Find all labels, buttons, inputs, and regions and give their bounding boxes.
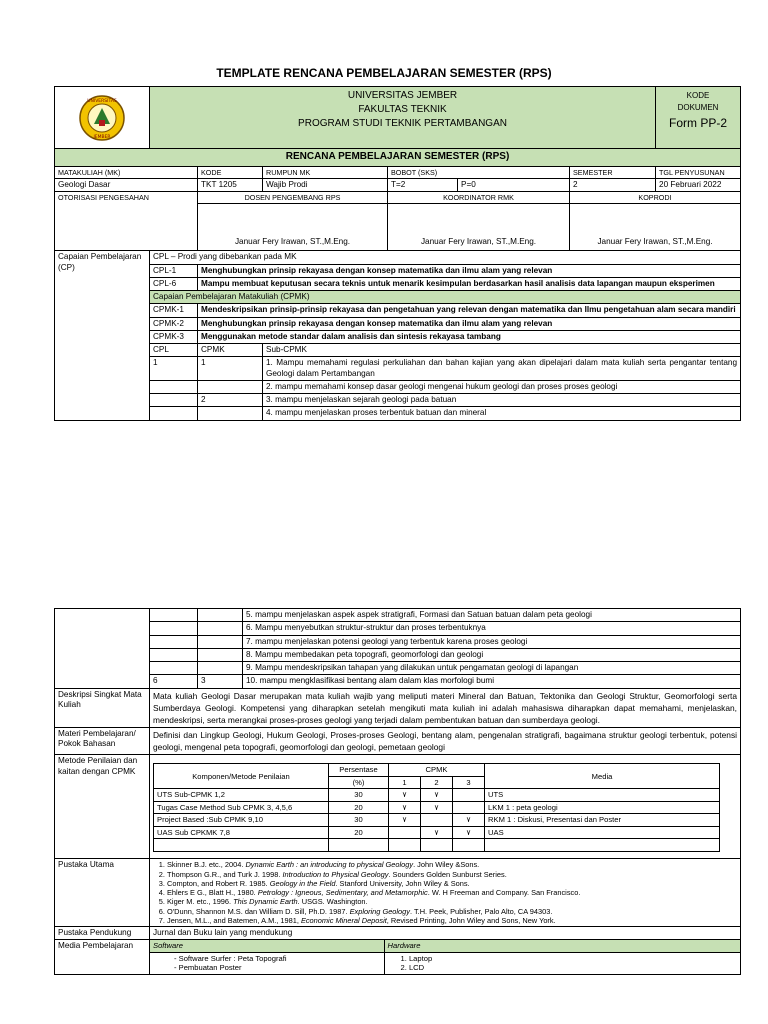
sub-cpmk [198, 635, 243, 648]
sub-cpmk: 2 [198, 394, 263, 407]
check-mark: ٧ [453, 814, 485, 826]
hdr-cpmk-3: 3 [453, 776, 485, 788]
sub-cpl [150, 380, 198, 393]
check-mark: ٧ [421, 801, 453, 813]
check-mark [421, 814, 453, 826]
hdr-cpmk-2: 2 [421, 776, 453, 788]
rps-table-page1 [54, 86, 741, 421]
hdr-matakuliah: MATAKULIAH (MK) [55, 167, 198, 179]
sub-cpmk-text: 7. mampu menjelaskan potensi geologi yang terbentuk karena proses geologi [243, 635, 741, 648]
reference-item: 5. Kiger M. etc., 1996. This Dynamic Earth. USGS. Washington. [167, 897, 737, 906]
sub-cpmk [198, 662, 243, 675]
media-table [150, 940, 740, 973]
svg-text:JEMBER: JEMBER [93, 135, 111, 140]
cpl-text: Menghubungkan prinsip rekayasa dengan konsep matematika dan ilmu alam yang relevan [198, 264, 741, 277]
cpmk-text: Menggunakan metode standar dalam analisis dan sintesis rekayasa tambang [198, 330, 741, 343]
metode-cell [150, 755, 741, 859]
table-row [154, 801, 720, 813]
pustaka-pendukung-label: Pustaka Pendukung [55, 927, 150, 940]
val-bobot-p: P=0 [458, 179, 570, 192]
komponen: UAS Sub CPKMK 7,8 [154, 826, 329, 838]
sub-cpmk-text: 10. mampu mengklasifikasi bentang alam dalam klas morfologi bumi [243, 675, 741, 688]
reference-item: 4. Ehlers E G., Blatt H., 1980. Petrology : Igneous, Sedimentary, and Metamorphic. W. H Freeman and Company. San Francisco. [167, 888, 737, 897]
val-tgl: 20 Februari 2022 [656, 179, 741, 192]
komponen: Tugas Case Method Sub CPMK 3, 4,5,6 [154, 801, 329, 813]
cpl-code: CPL-1 [150, 264, 198, 277]
media: UTS [485, 789, 720, 801]
cpl-header: CPL – Prodi yang dibebankan pada MK [150, 251, 741, 264]
hardware-list: 1. Laptop 2. LCD [384, 952, 740, 973]
university-logo-icon [64, 94, 140, 142]
sub-cpmk [198, 622, 243, 635]
cpl-code: CPL-6 [150, 277, 198, 290]
koordinator-name: Januar Fery Irawan, ST.,M.Eng. [388, 204, 570, 251]
komponen: Project Based :Sub CPMK 9,10 [154, 814, 329, 826]
persen: 20 [329, 801, 389, 813]
val-semester: 2 [570, 179, 656, 192]
sub-cpmk-text: 8. Mampu membedakan peta topografi, geomorfologi dan geologi [243, 648, 741, 661]
university-header: UNIVERSITAS JEMBER FAKULTAS TEKNIK PROGRAM STUDI TEKNIK PERTAMBANGAN [150, 87, 656, 149]
sub-cpmk: 1 [198, 357, 263, 381]
software-label: Software [150, 940, 384, 952]
materi-text: Definisi dan Lingkup Geologi, Hukum Geologi, Proses-proses Geologi, bentang alam, pengenalan stratigrafi, bagaimana struktur geologi terbentuk, potensi geologi, mengenal peta topografi, geomorfologi dan geologi, pemetaan geologi [150, 728, 741, 755]
cpmk-text: Menghubungkan prinsip rekayasa dengan konsep matematika dan ilmu alam yang relevan [198, 317, 741, 330]
hdr-cpmk-1: 1 [389, 776, 421, 788]
sub-cpl [150, 662, 198, 675]
cpmk-code: CPMK-2 [150, 317, 198, 330]
cpmk-text: Mendeskripsikan prinsip-prinsip rekayasa dan pengetahuan yang relevan dengan matematika dan Ilmu pengetahuan alam secara mandiri [198, 304, 741, 317]
check-mark: ٧ [389, 814, 421, 826]
hdr-cpmk: CPMK [389, 764, 485, 776]
cpl-text: Mampu membuat keputusan secara teknis untuk menarik kesimpulan berdasarkan hasil analisis data lapangan maupun eksperimen [198, 277, 741, 290]
sub-cpmk-text: 4. mampu menjelaskan proses terbentuk batuan dan mineral [263, 407, 741, 420]
dosen-name: Januar Fery Irawan, ST.,M.Eng. [198, 204, 388, 251]
sub-cpmk-text: 3. mampu menjelaskan sejarah geologi pada batuan [263, 394, 741, 407]
val-kode: TKT 1205 [198, 179, 263, 192]
sub-cpl [150, 394, 198, 407]
check-mark: ٧ [421, 789, 453, 801]
sub-cpmk-text: 9. Mampu mendeskripsikan tahapan yang dilakukan untuk pengamatan geologi di lapangan [243, 662, 741, 675]
svg-text:UNIVERSITAS: UNIVERSITAS [87, 99, 117, 104]
reference-item: 7. Jensen, M.L., and Batemen, A.M., 1981, Economic Mineral Deposit, Revised Printing, John Wiley and Sons, New York. [167, 916, 737, 925]
rps-table-page2 [54, 608, 741, 975]
kode-dokumen: KODE DOKUMEN Form PP-2 [656, 87, 741, 149]
sub-cpl: 1 [150, 357, 198, 381]
deskripsi-label: Deskripsi Singkat Mata Kuliah [55, 688, 150, 728]
hardware-label: Hardware [384, 940, 740, 952]
hdr-media: Media [485, 764, 720, 789]
sub-cpmk [198, 380, 263, 393]
pustaka-utama-list [150, 859, 741, 927]
sub-cpl [150, 609, 198, 622]
media-cell [150, 940, 741, 974]
sub-hdr-cpmk: CPMK [198, 344, 263, 357]
check-mark [453, 789, 485, 801]
media: RKM 1 : Diskusi, Presentasi dan Poster [485, 814, 720, 826]
sub-cpl [150, 407, 198, 420]
table-row [154, 826, 720, 838]
cp-label: Capaian Pembelajaran (CP) [55, 251, 150, 420]
sub-cpl: 6 [150, 675, 198, 688]
sub-hdr-cpl: CPL [150, 344, 198, 357]
table-row [154, 814, 720, 826]
check-mark: ٧ [453, 826, 485, 838]
hdr-komponen: Komponen/Metode Penilaian [154, 764, 329, 789]
dosen-label: DOSEN PENGEMBANG RPS [198, 192, 388, 204]
pustaka-utama-label: Pustaka Utama [55, 859, 150, 927]
hdr-tgl: TGL PENYUSUNAN [656, 167, 741, 179]
kaprodi-name: Januar Fery Irawan, ST.,M.Eng. [570, 204, 741, 251]
metode-label: Metode Penilaian dan kaitan dengan CPMK [55, 755, 150, 859]
page-title: TEMPLATE RENCANA PEMBELAJARAN SEMESTER (RPS) [216, 66, 552, 80]
materi-label: Materi Pembelajaran/ Pokok Bahasan [55, 728, 150, 755]
koordinator-label: KOORDINATOR RMK [388, 192, 570, 204]
check-mark [389, 826, 421, 838]
check-mark [453, 801, 485, 813]
reference-item: 3. Compton, and Robert R. 1985. Geology in the Field. Stanford University, John Wiley & Sons. [167, 879, 737, 888]
check-mark: ٧ [421, 826, 453, 838]
media: UAS [485, 826, 720, 838]
sub-cpl [150, 648, 198, 661]
rps-title: RENCANA PEMBELAJARAN SEMESTER (RPS) [55, 149, 741, 167]
check-mark: ٧ [389, 801, 421, 813]
val-rumpun: Wajib Prodi [263, 179, 388, 192]
reference-item: 2. Thompson G.R., and Turk J. 1998. Introduction to Physical Geology. Sounders Golden Sunburst Series. [167, 870, 737, 879]
media: LKM 1 : peta geologi [485, 801, 720, 813]
val-bobot-t: T=2 [388, 179, 458, 192]
hdr-semester: SEMESTER [570, 167, 656, 179]
sub-cpl [150, 622, 198, 635]
persen: 30 [329, 789, 389, 801]
table-row [154, 789, 720, 801]
hdr-rumpun: RUMPUN MK [263, 167, 388, 179]
check-mark: ٧ [389, 789, 421, 801]
pustaka-pendukung-text: Jurnal dan Buku lain yang mendukung [150, 927, 741, 940]
persen: 20 [329, 826, 389, 838]
cpmk-code: CPMK-3 [150, 330, 198, 343]
kaprodi-label: KOPRODI [570, 192, 741, 204]
deskripsi-text: Mata kuliah Geologi Dasar merupakan mata kuliah wajib yang meliputi materi Mineral dan Batuan, Tektonika dan Geologi Struktur, Geomorfologi serta Sumberdaya Geologi. Kompetensi yang diharapkan setelah mengikuti mata kuliah ini adalah mahasiswa diharapkan dapat memahami, menjelaskan, mendeskripsi, serta merangkai proses-proses geologi yang terjadi dalam pembentukan batuan dan sumberdaya geologi. [150, 688, 741, 728]
media-label: Media Pembelajaran [55, 940, 150, 974]
persen: 30 [329, 814, 389, 826]
hdr-persen-unit: (%) [329, 776, 389, 788]
software-list: - Software Surfer : Peta Topografi - Pembuatan Poster [150, 952, 384, 973]
sub-cpmk-text: 5. mampu menjelaskan aspek aspek stratigrafi, Formasi dan Satuan batuan dalam peta geologi [243, 609, 741, 622]
metode-table [153, 763, 720, 852]
sub-cpl [150, 635, 198, 648]
val-matakuliah: Geologi Dasar [55, 179, 198, 192]
otorisasi-label: OTORISASI PENGESAHAN [55, 192, 198, 251]
sub-cpmk-text: 2. mampu memahami konsep dasar geologi mengenai hukum geologi dan proses proses geologi [263, 380, 741, 393]
sub-cpmk [198, 407, 263, 420]
cpmk-header: Capaian Pembelajaran Matakuliah (CPMK) [150, 291, 741, 304]
hdr-persentase: Persentase [329, 764, 389, 776]
sub-hdr-subcpmk: Sub-CPMK [263, 344, 741, 357]
sub-cpmk [198, 609, 243, 622]
komponen: UTS Sub-CPMK 1,2 [154, 789, 329, 801]
sub-cpmk-text: 1. Mampu memahami regulasi perkuliahan dan bahan kajian yang akan dipelajari dalam mata kuliah serta pengantar tentang Geologi dalam Pertambangan [263, 357, 741, 381]
reference-item: 1. Skinner B.J. etc., 2004. Dynamic Earth : an introducing to physical Geology. John Wiley &Sons. [167, 860, 737, 869]
sub-cpmk: 3 [198, 675, 243, 688]
hdr-kode: KODE [198, 167, 263, 179]
sub-cpmk-text: 6. Mampu menyebutkan struktur-struktur dan proses terbentuknya [243, 622, 741, 635]
hdr-bobot: BOBOT (SKS) [388, 167, 570, 179]
reference-item: 6. O'Dunn, Shannon M.S. dan William D. Sill, Ph.D. 1987. Exploring Geology. T.H. Peek, Publisher, Palo Alto, CA 94303. [167, 907, 737, 916]
cpmk-code: CPMK-1 [150, 304, 198, 317]
logo-cell [55, 87, 150, 149]
sub-cpmk [198, 648, 243, 661]
